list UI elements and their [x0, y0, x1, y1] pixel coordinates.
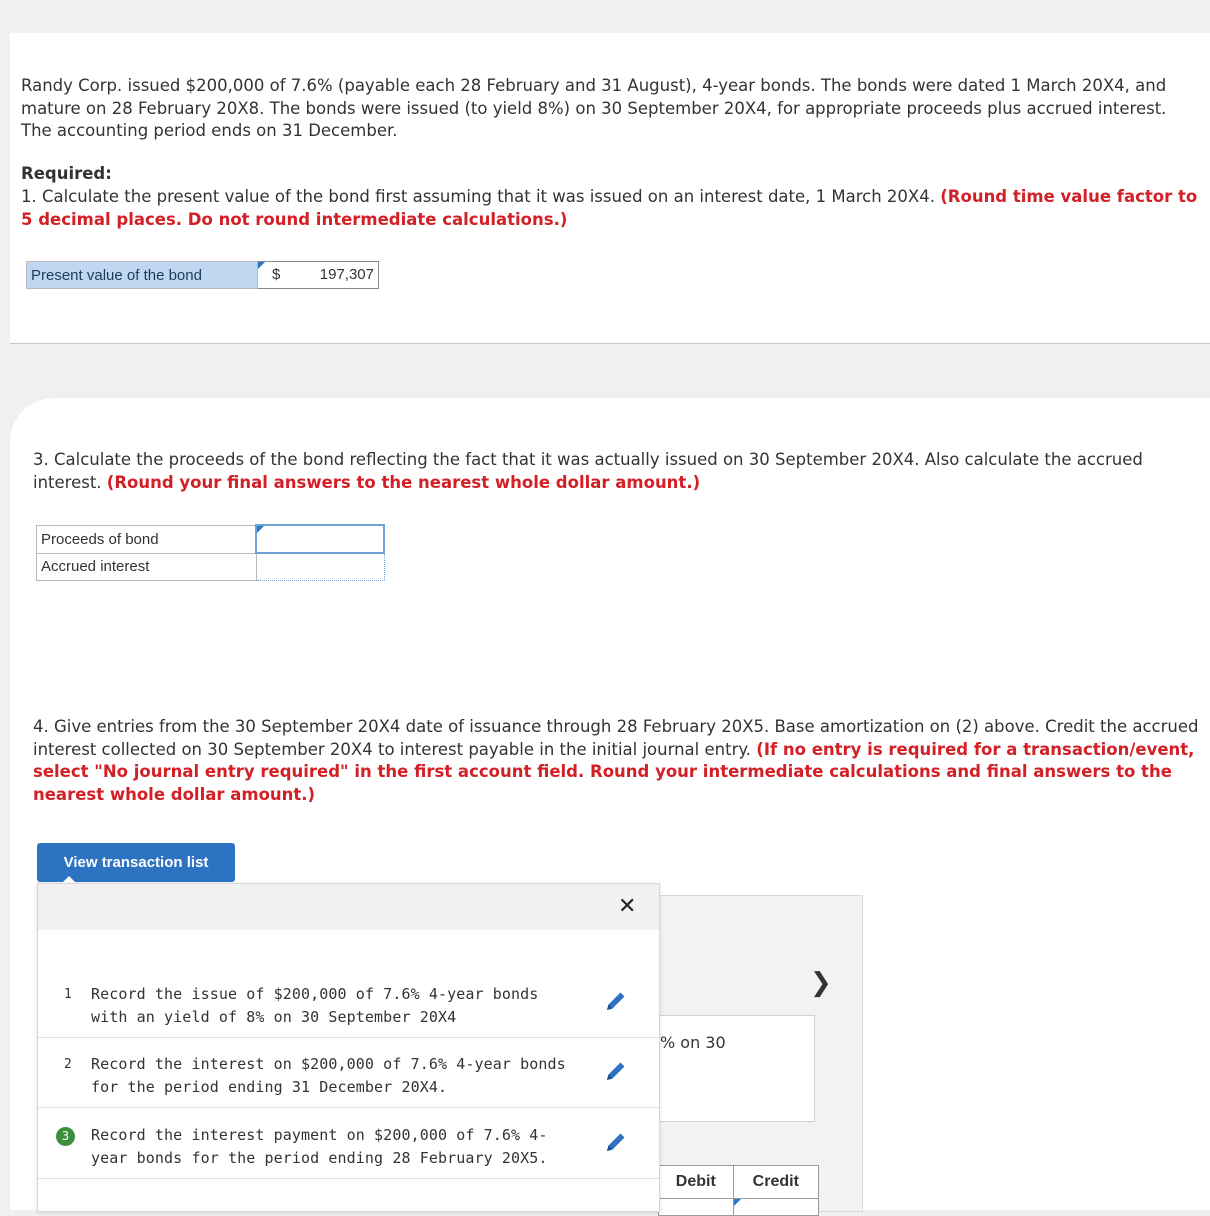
- proceeds-table: [36, 524, 385, 581]
- next-chevron-icon[interactable]: ❯: [810, 968, 832, 998]
- question-3: [33, 449, 1203, 494]
- credit-cell[interactable]: [733, 1199, 818, 1216]
- input-flag-icon: [258, 262, 265, 269]
- pv-table: [26, 261, 379, 289]
- transaction-text: Record the interest on $200,000 of 7.6% 4-year bonds for the period ending 31 December 20X4.: [91, 1055, 566, 1096]
- input-flag-icon: [734, 1199, 741, 1206]
- edit-pencil-icon[interactable]: [604, 1059, 628, 1083]
- question-1-instruction: (Round time value factor to 5 decimal places. Do not round intermediate calculations.): [21, 187, 1198, 229]
- input-flag-icon: [257, 526, 264, 533]
- pv-input[interactable]: [258, 262, 379, 289]
- pv-currency: $: [272, 266, 281, 283]
- button-caret-icon: [62, 876, 76, 883]
- transaction-description-box: [658, 1015, 815, 1122]
- list-item[interactable]: [38, 1108, 659, 1179]
- transaction-text: Record the issue of $200,000 of 7.6% 4-year bonds with an yield of 8% on 30 September 20X4: [91, 985, 539, 1026]
- accrued-interest-label: Accrued interest: [37, 553, 257, 581]
- question-4-text: 4. Give entries from the 30 September 20X4 date of issuance through 28 February 20X5. Base amortization on (2) above. Credit the accrued interest collected on 30 September 20X4 to interest payable in the initial journal entry.: [33, 717, 1199, 759]
- table-row: [37, 553, 385, 581]
- partial-description-text: % on 30: [660, 1033, 726, 1052]
- required-label: Required:: [21, 164, 112, 183]
- current-step-badge: 3: [56, 1127, 75, 1146]
- accrued-interest-input[interactable]: [256, 553, 384, 581]
- close-icon[interactable]: ✕: [618, 894, 637, 919]
- list-item[interactable]: [38, 967, 659, 1038]
- question-1: [21, 186, 1201, 231]
- transaction-text: Record the interest payment on $200,000 of 7.6% 4-year bonds for the period ending 28 February 20X5.: [91, 1126, 548, 1167]
- question-3-instruction: (Round your final answers to the nearest whole dollar amount.): [106, 472, 701, 492]
- edit-pencil-icon[interactable]: [604, 1130, 628, 1154]
- list-item[interactable]: [38, 1037, 659, 1108]
- question-card-1: [10, 33, 1210, 344]
- transaction-number: 2: [64, 1057, 72, 1072]
- question-1-text: 1. Calculate the present value of the bond first assuming that it was issued on an interest date, 1 March 20X4.: [21, 187, 935, 206]
- edit-pencil-icon[interactable]: [604, 989, 628, 1013]
- question-4: [33, 716, 1203, 806]
- proceeds-input[interactable]: [256, 525, 384, 553]
- transaction-list-popup: [37, 883, 660, 1212]
- journal-table: [658, 1165, 819, 1216]
- popup-header: [38, 884, 659, 930]
- proceeds-label: Proceeds of bond: [37, 525, 257, 553]
- problem-intro: Randy Corp. issued $200,000 of 7.6% (payable each 28 February and 31 August), 4-year bonds. The bonds were dated 1 March 20X4, and mature on 28 February 20X8. The bonds were issued (to yield 8%) on 30 September 20X4, for appropriate proceeds plus accrued interest. The accounting period ends on 31 December.: [21, 76, 1167, 140]
- credit-header: Credit: [733, 1166, 818, 1199]
- transaction-number: 1: [64, 987, 72, 1002]
- debit-header: Debit: [659, 1166, 734, 1199]
- debit-cell[interactable]: [659, 1199, 734, 1216]
- question-3-text: 3. Calculate the proceeds of the bond reflecting the fact that it was actually issued on 30 September 20X4. Also calculate the accrued interest.: [33, 450, 1143, 492]
- table-row: [37, 525, 385, 553]
- question-4-instruction: (If no entry is required for a transaction/event, select "No journal entry required" in the first account field. Round your intermediate calculations and final answers to the nearest whole dollar amount.): [33, 739, 1195, 804]
- view-transaction-list-button[interactable]: View transaction list: [37, 843, 235, 882]
- pv-label: Present value of the bond: [27, 262, 258, 289]
- pv-value: 197,307: [319, 266, 374, 283]
